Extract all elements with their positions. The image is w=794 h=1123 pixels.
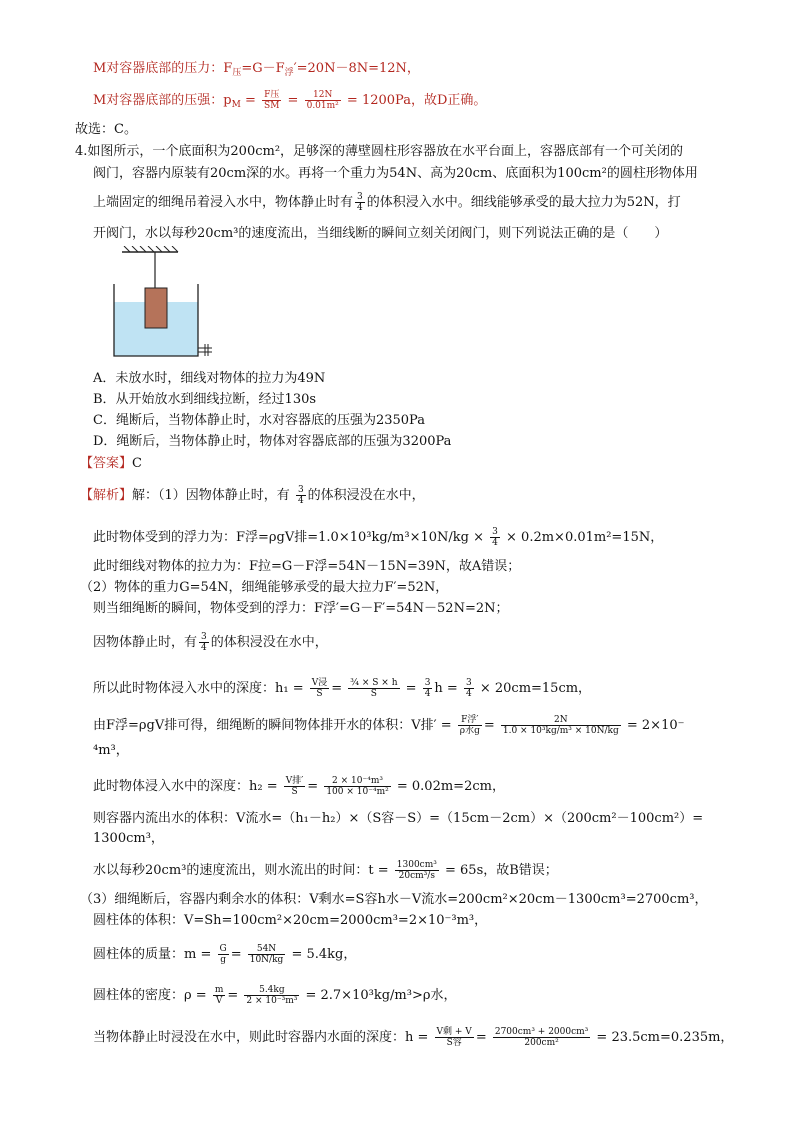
analysis-line-12: 水以每秒20cm³的速度流出，则水流出的时间：t = $\frac{\text{1300cm³}}{\text{20cm³/s}}$ = 65s，故B错误；	[93, 860, 558, 881]
option-d: D．绳断后，当物体静止时，物体对容器底部的压强为3200Pa	[93, 434, 452, 449]
answer-value: C	[132, 456, 142, 471]
analysis-line-15: 圆柱体的质量：m = $\frac{G}{g}$ = $\frac{54N}{10N/kg}$ = 5.4kg，	[93, 944, 357, 965]
answer-label: 【答案】	[80, 456, 133, 471]
choice-line: 故选：C。	[75, 122, 137, 137]
analysis-line-10: 则容器内流出水的体积：V流水=（h₁－h₂）×（S容－S）=（15cm－2cm）×（200cm²－100cm²）=	[93, 811, 704, 826]
analysis-line-9: 此时物体浸入水中的深度：h₂ = $\frac{\text{V排′}}{S}$ = $\frac{\text{2 × 10⁻⁴m³}}{\text{100 × 10⁻⁴m²}}$ = 0.02m=2cm，	[93, 776, 505, 797]
option-b: B．从开始放水到细线拉断，经过130s	[93, 392, 317, 407]
analysis-label: 【解析】	[80, 488, 133, 503]
question-4-line-3: 上端固定的细绳吊着浸入水中，物体静止时有 $\frac{3}{4}$ 的体积浸入水中。细线能够承受的最大拉力为52N，打	[93, 192, 681, 213]
question-4-line-1: 4.如图所示，一个底面积为200cm²，足够深的薄壁圆柱形容器放在水平台面上，容器底部有一个可关闭的	[75, 144, 684, 159]
analysis-line-7: 所以此时物体浸入水中的深度：h₁ = $\frac{\text{V浸}}{S}$ = $\frac{\text{¾ × S × h}}{S}$ = $\frac{3}{4}$ h = $\frac{3}{4}$ × 20cm=15cm，	[93, 678, 592, 699]
analysis-line-8: 由F浮=ρgV排可得，细绳断的瞬间物体排开水的体积：V排′ = $\frac{\text{F浮′}}{\text{ρ水g}}$ = $\frac{2N}{\text{1.0 × 10³kg/m³ × 10N/kg}}$ = 2×10⁻	[93, 715, 685, 736]
valve	[198, 344, 212, 356]
container-figure	[110, 246, 220, 361]
analysis-line-6: 因物体静止时，有 $\frac{3}{4}$ 的体积浸没在水中，	[93, 632, 328, 653]
ceiling-hatch	[122, 246, 178, 252]
option-a: A．未放水时，细线对物体的拉力为49N	[93, 371, 326, 386]
cylinder-object	[145, 288, 167, 328]
analysis-line-2: 此时物体受到的浮力为：F浮=ρgV排=1.0×10³kg/m³×10N/kg × $\frac{3}{4}$ × 0.2m×0.01m²=15N，	[93, 527, 664, 548]
pressure-force-line: M对容器底部的压力：$F_压=G-F_浮'=20N-8N=12N$，	[93, 61, 420, 78]
analysis-line-13: （3）细绳断后，容器内剩余水的体积：V剩水=S容h水－V流水=200cm²×20cm－1300cm³=2700cm³，	[80, 892, 708, 907]
analysis-line-14: 圆柱体的体积：V=Sh=100cm²×20cm=2000cm³=2×10⁻³m³，	[93, 913, 488, 928]
analysis-line-1: 【解析】解：（1）因物体静止时，有 $\frac{3}{4}$ 的体积浸没在水中，	[80, 485, 425, 506]
analysis-line-8b: ⁴m³，	[93, 743, 129, 758]
option-c: C．绳断后，当物体静止时，水对容器底的压强为2350Pa	[93, 413, 425, 428]
pressure-line: M对容器底部的压强：$p_M$ = $\frac{\text{F压}}{SM}$ = $\frac{12N}{\text{0.01m²}}$ = 1200Pa，故D正确。	[93, 90, 487, 111]
analysis-line-17: 当物体静止时浸没在水中，则此时容器内水面的深度：h = $\frac{\text{V剩 + V}}{\text{S容}}$ = $\frac{\text{2700cm³ + 2000cm³}}{\text{200cm²}}$ = 23.5cm=0.235m，	[93, 1027, 734, 1048]
analysis-line-4: （2）物体的重力G=54N，细绳能够承受的最大拉力F′=52N，	[80, 580, 449, 595]
analysis-line-5: 则当细绳断的瞬间，物体受到的浮力：F浮′=G－F′=54N－52N=2N；	[93, 601, 509, 616]
analysis-line-11: 1300cm³，	[93, 831, 164, 846]
analysis-line-16: 圆柱体的密度：ρ = $\frac{m}{V}$ = $\frac{5.4kg}{\text{2 × 10⁻³m³}}$ = 2.7×10³kg/m³>ρ水，	[93, 985, 457, 1006]
question-4-line-4: 开阀门，水以每秒20cm³的速度流出，当细线断的瞬间立刻关闭阀门，则下列说法正确的是（ ）	[93, 226, 668, 241]
analysis-line-3: 此时细线对物体的拉力为：F拉=G－F浮=54N－15N=39N，故A错误；	[93, 559, 521, 574]
answer-line	[80, 455, 142, 473]
question-4-line-2: 阀门，容器内原装有20cm深的水。再将一个重力为54N、高为20cm、底面积为100cm²的圆柱形物体用	[93, 166, 698, 181]
